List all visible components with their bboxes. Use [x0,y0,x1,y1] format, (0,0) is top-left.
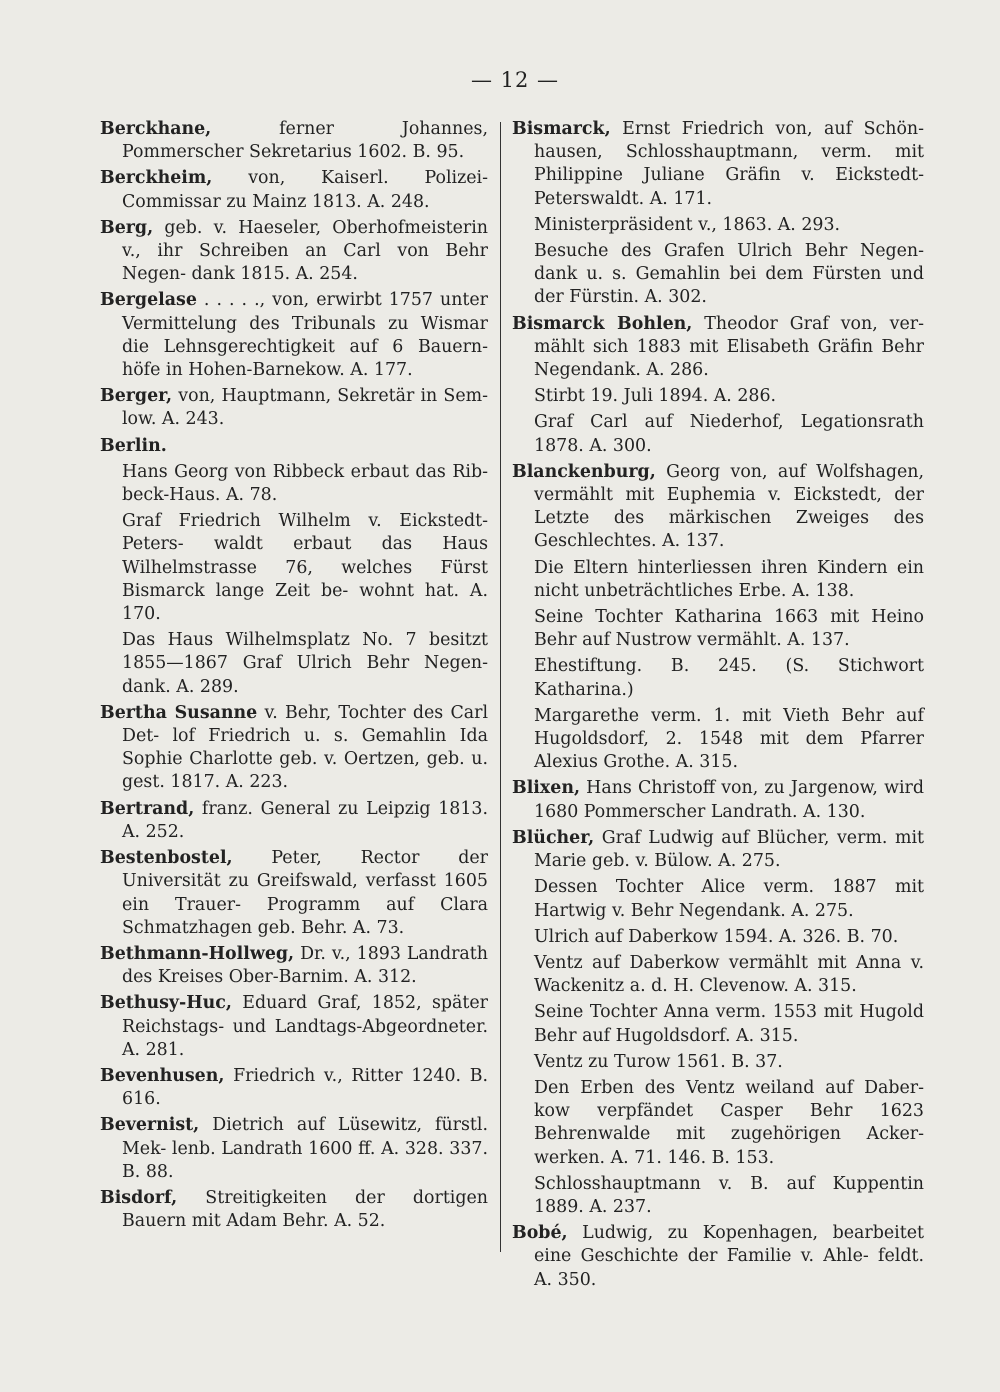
entry-text: v. Wackenitz a. d. H. Clevenow. A. 315. [534,952,925,997]
entry-text: dank. A. 289. [122,676,239,697]
index-entry [100,289,488,382]
entry-text: mählt sich 1883 mit Elisabeth Gräfin [534,336,874,357]
entry-text: Hans Georg von Ribbeck erbaut das Rib- [122,461,488,482]
index-subentry [512,411,924,457]
index-entry [100,847,488,940]
entry-text: welches Fürst Bismarck lange Zeit be- [122,557,488,601]
entry-keyword: Berlin. [100,435,167,456]
entry-text: Stirbt 19. Juli 1894. A. 286. [534,386,777,407]
entry-text: Ehestiftung. B. 245. (S. Stichwort [534,656,924,677]
index-subentry [512,952,924,998]
entry-text: dank 1815. A. 254. [191,264,358,285]
index-subentry [100,510,488,626]
entry-text: von, Kaiserl. Polizei-Commissar [122,168,488,212]
entry-keyword: Bismarck, [512,119,611,139]
entry-text: Peterswaldt. A. 171. [534,188,713,209]
entry-text: Hans Christoff von, zu Jargenow, [580,778,878,799]
index-entry [100,702,488,795]
entry-keyword: Bisdorf, [100,1187,178,1208]
entry-text: Dr. v., 1893 Landrath [294,943,488,964]
entry-text: low. A. 243. [122,409,225,430]
entry-keyword: Bertha Susanne [100,702,258,723]
entry-text: Graf Friedrich Wilhelm v. Eickstedt-Peters- [122,511,488,555]
entry-keyword: Bertrand, [100,798,195,819]
entry-text: vermählt mit Euphemia v. Eickstedt, der [534,485,924,506]
index-subentry [100,629,488,699]
index-subentry [512,240,924,310]
index-entry [100,385,488,431]
entry-text: eine Geschichte der Familie v. Ahle- [534,1246,869,1267]
index-subentry [512,1077,924,1170]
entry-keyword: Berckheim, [100,168,213,189]
right-column [512,118,924,1295]
entry-text: Seine Tochter Anna verm. 1553 mit Hugold [534,1002,924,1023]
entry-text: Ventz auf Daberkow vermählt mit Anna [534,952,902,973]
entry-keyword: Blixen, [512,778,581,799]
entry-text: B. 88. [122,1161,174,1182]
index-entry [100,992,488,1062]
entry-text: B. 95. [412,142,465,163]
entry-text: Schlosshauptmann v. B. auf Kuppentin [534,1173,924,1194]
column-divider [500,122,501,1252]
entry-text: Eduard Graf, 1852, später [231,993,488,1014]
entry-keyword: Berckhane, [100,119,212,139]
entry-text: ihr Schreiben an Carl von Behr Negen- [122,241,488,285]
entry-text: waldt erbaut das Haus Wilhelmstrasse 76, [122,534,489,578]
entry-text: Letzte des märkischen Zweiges des [534,508,924,529]
index-entry [100,1114,488,1184]
entry-text: Dessen Tochter Alice verm. 1887 mit [534,877,924,898]
index-entry [100,798,488,844]
entry-text: A. 252. [122,821,185,842]
entry-keyword: Bethusy-Huc, [100,993,232,1014]
entry-text: 1889. A. 237. [534,1196,652,1217]
entry-text: wohnt hat. A. 170. [122,580,488,625]
entry-text: Johannes, Pommerscher Sekretarius 1602. [122,119,488,163]
index-entry [512,827,924,873]
entry-text: wird 1680 Pommerscher Landrath. A. 130. [534,778,925,822]
page-number: — 12 — [470,68,560,92]
entry-text: geb. v. Haeseler, Oberhofmeisterin v., [122,217,488,262]
entry-keyword: Bestenbostel, [100,848,233,869]
entry-text: Ludwig, zu Kopenhagen, bearbeitet [567,1223,924,1244]
entry-text: lenb. Landrath 1600 ff. A. 328. 337. [171,1138,488,1159]
entry-text: Graf Carl auf Niederhof, Legationsrath [534,412,924,433]
index-subentry [512,655,924,701]
index-entry [512,313,924,383]
entry-text: v. Behr, Tochter des Carl Det- [122,702,489,747]
index-subentry [512,606,924,652]
entry-text: höfe in Hohen-Barnekow. A. 177. [122,360,413,381]
index-subentry [100,461,488,507]
entry-text: feldt. A. 350. [534,1246,924,1290]
entry-text: Ulrich auf Daberkow 1594. A. 326. B. 70. [534,926,899,947]
entry-keyword: Bevenhusen, [100,1065,225,1086]
entry-text: Katharina.) [534,679,634,700]
entry-text: Seine Tochter Katharina 1663 mit Heino [534,607,924,628]
index-subentry [512,1051,924,1074]
entry-text: beck-Haus. A. 78. [122,485,278,506]
entry-text: Georg von, auf Wolfshagen, [655,461,924,482]
entry-keyword: Bergelase [100,290,197,311]
entry-text: zu Mainz 1813. A. 248. [226,191,430,212]
index-entry [512,118,924,211]
entry-text: Friedrich v., Ritter 1240. B. 616. [122,1065,488,1110]
entry-text: Ministerpräsident v., 1863. A. 293. [534,214,841,235]
entry-text: von, Hauptmann, Sekretär in Sem- [172,386,488,407]
entry-keyword: Bobé, [512,1223,568,1244]
index-subentry [512,926,924,949]
entry-text: Charlotte geb. v. Oertzen, geb. u. gest. [122,749,488,793]
entry-text: Behrenwalde mit zugehörigen Acker- [534,1124,924,1145]
entry-text: Peter, Rector der Universität [122,848,488,892]
index-entry [512,461,924,554]
index-subentry [512,1001,924,1047]
entry-text: Behr Negendank. A. 286. [534,336,924,381]
left-column [100,118,488,1236]
entry-keyword: Blanckenburg, [512,461,656,482]
entry-keyword: Blücher, [512,827,595,848]
entry-text: Dietrich auf Lüsewitz, fürstl. Mek- [122,1115,488,1159]
index-entry [100,1187,488,1233]
entry-text: Programm auf Clara Schmatzhagen geb. [122,894,489,938]
index-entry [100,118,488,164]
index-subentry [512,876,924,922]
entry-text: 1878. A. 300. [534,435,652,456]
entry-text: Besuche des Grafen Ulrich Behr Negen- [534,241,924,262]
entry-text: Philippine Juliane Gräfin v. Eickstedt- [534,165,924,186]
entry-text: Behr. A. 73. [301,917,405,938]
index-subentry [512,557,924,603]
entry-text: franz. General zu Leipzig 1813. [194,798,488,819]
entry-text: Alexius Grothe. A. 315. [534,752,738,773]
entry-text: A. 281. [122,1039,185,1060]
entry-text: Theodor Graf von, ver- [692,313,924,334]
entry-text: Streitigkeiten der dortigen Bauern [122,1187,488,1232]
entry-keyword: Bismarck Bohlen, [512,313,693,334]
entry-text: Behr auf Nustrow vermählt. A. 137. [534,630,850,651]
entry-text: . . . . ., von, erwirbt 1757 unter [196,290,488,311]
entry-text: lof Friedrich u. s. Gemahlin Ida Sophie [122,726,488,770]
entry-keyword: Berger, [100,386,173,407]
entry-keyword: Berg, [100,217,154,238]
index-entry [100,943,488,989]
entry-text: Vermittelung des Tribunals zu Wismar [122,313,488,334]
entry-text: und der Fürstin. A. 302. [534,264,925,308]
entry-text: Reichstags- und Landtags-Abgeordneter. [122,1016,488,1037]
entry-text: Das Haus Wilhelmsplatz No. 7 besitzt [122,630,488,651]
entry-text: mit Adam Behr. A. 52. [191,1211,386,1232]
entry-text: Die Eltern hinterliessen ihren Kindern ein [534,557,924,578]
index-entry [100,217,488,287]
entry-text: nicht unbeträchtliches Erbe. A. 138. [534,580,855,601]
index-subentry [512,385,924,408]
index-subentry [512,1173,924,1219]
entry-text: 1855—1867 Graf Ulrich Behr Negen- [122,653,488,674]
index-subentry [512,705,924,775]
index-entry [100,167,488,213]
entry-text: Marie geb. v. Bülow. A. 275. [534,851,781,872]
entry-text: Margarethe verm. 1. mit Vieth Behr auf [534,705,924,726]
entry-text: 1817. A. 223. [170,772,289,793]
entry-text: Hugoldsdorf, 2. 1548 mit dem Pfarrer [534,729,924,750]
entry-text: zu Greifswald, verfasst 1605 ein Trauer- [122,871,488,915]
index-entry [512,777,924,823]
entry-text: dank u. s. Gemahlin bei dem Fürsten [534,264,882,285]
entry-text: Geschlechtes. A. 137. [534,531,725,552]
entry-keyword: Bevernist, [100,1115,200,1136]
entry-text: ferner [211,119,334,139]
entry-text: kow verpfändet Casper Behr 1623 [534,1101,924,1122]
entry-text: Graf Ludwig auf Blücher, verm. mit [594,827,924,848]
index-entry [100,1065,488,1111]
entry-text: Den Erben des Ventz weiland auf Daber- [534,1077,924,1098]
entry-text: werken. A. 71. 146. B. 153. [534,1147,775,1168]
entry-text: die Lehnsgerechtigkeit auf 6 Bauern- [122,336,488,357]
entry-text: des Kreises Ober-Barnim. A. 312. [122,967,417,988]
index-subentry [512,214,924,237]
entry-text: Ventz zu Turow 1561. B. 37. [534,1051,783,1072]
entry-text: Ernst Friedrich von, auf Schön- [610,119,924,139]
entry-text: Behr auf Hugoldsdorf. A. 315. [534,1025,799,1046]
entry-keyword: Bethmann-Hollweg, [100,943,295,964]
index-entry [100,435,488,458]
entry-text: hausen, Schlosshauptmann, verm. mit [534,142,924,163]
entry-text: Hartwig v. Behr Negendank. A. 275. [534,900,854,921]
index-entry [512,1222,924,1292]
